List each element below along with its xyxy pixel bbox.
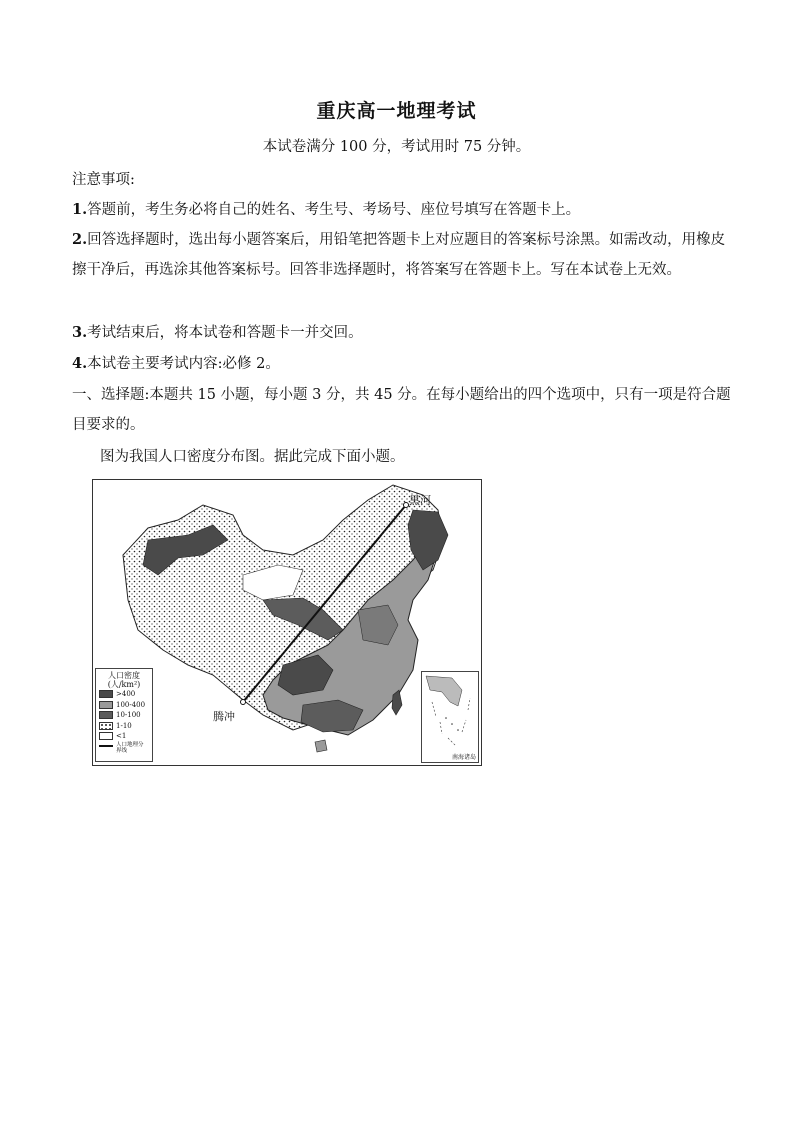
note-text: 本试卷主要考试内容:必修 2。 [87, 356, 280, 372]
notice-header: 注意事项: [72, 172, 135, 188]
note-number: 4. [72, 355, 88, 372]
legend-label: 100-400 [116, 700, 146, 709]
legend-label: 人口地理分界线 [116, 741, 144, 754]
label-heihe: 黑河 [409, 494, 431, 507]
legend-item [96, 721, 152, 732]
legend-item [96, 700, 152, 711]
legend-title-text: 人口密度 [108, 671, 140, 680]
legend-item [96, 710, 152, 721]
legend-item [96, 742, 152, 755]
note-number: 1. [72, 201, 88, 218]
note-number: 2. [72, 231, 88, 248]
hainan [315, 740, 327, 752]
exam-subtitle: 本试卷满分 100 分，考试用时 75 分钟。 [262, 139, 531, 155]
legend-item [96, 731, 152, 742]
legend-label: 1-10 [116, 721, 132, 730]
exam-title: 重庆高一地理考试 [316, 100, 477, 122]
note-text: 答题前，考生务必将自己的姓名、考生号、考场号、座位号填写在答题卡上。 [87, 202, 581, 218]
legend-label: <1 [116, 732, 127, 741]
legend-label: 10-100 [116, 711, 141, 720]
map-legend [95, 668, 153, 762]
question-intro: 图为我国人口密度分布图。据此完成下面小题。 [100, 449, 405, 465]
note-1 [72, 195, 732, 225]
legend-label: >400 [116, 690, 136, 699]
note-4 [72, 349, 732, 379]
legend-title [96, 671, 152, 689]
note-text: 考试结束后，将本试卷和答题卡一并交回。 [87, 325, 363, 341]
note-3 [72, 318, 732, 348]
inset-label: 南海诸岛 [451, 754, 476, 761]
south-china-sea-inset [421, 671, 479, 763]
section-heading: 一、选择题:本题共 15 小题，每小题 3 分，共 45 分。在每小题给出的四个选项中，只有一项是符合题目要求的。 [72, 387, 731, 433]
inset-graphic [422, 672, 478, 762]
note-text: 回答选择题时，选出每小题答案后，用铅笔把答题卡上对应题目的答案标号涂黑。如需改动，用橡皮擦干净后，再选涂其他答案标号。回答非选择题时，将答案写在答题卡上。写在本试卷上无效。 [72, 232, 726, 278]
note-2 [72, 225, 732, 285]
legend-unit: (人/km²) [107, 680, 141, 689]
note-number: 3. [72, 324, 88, 341]
population-density-map [92, 479, 482, 766]
legend-item [96, 689, 152, 700]
label-tengchong: 腾冲 [213, 710, 235, 723]
